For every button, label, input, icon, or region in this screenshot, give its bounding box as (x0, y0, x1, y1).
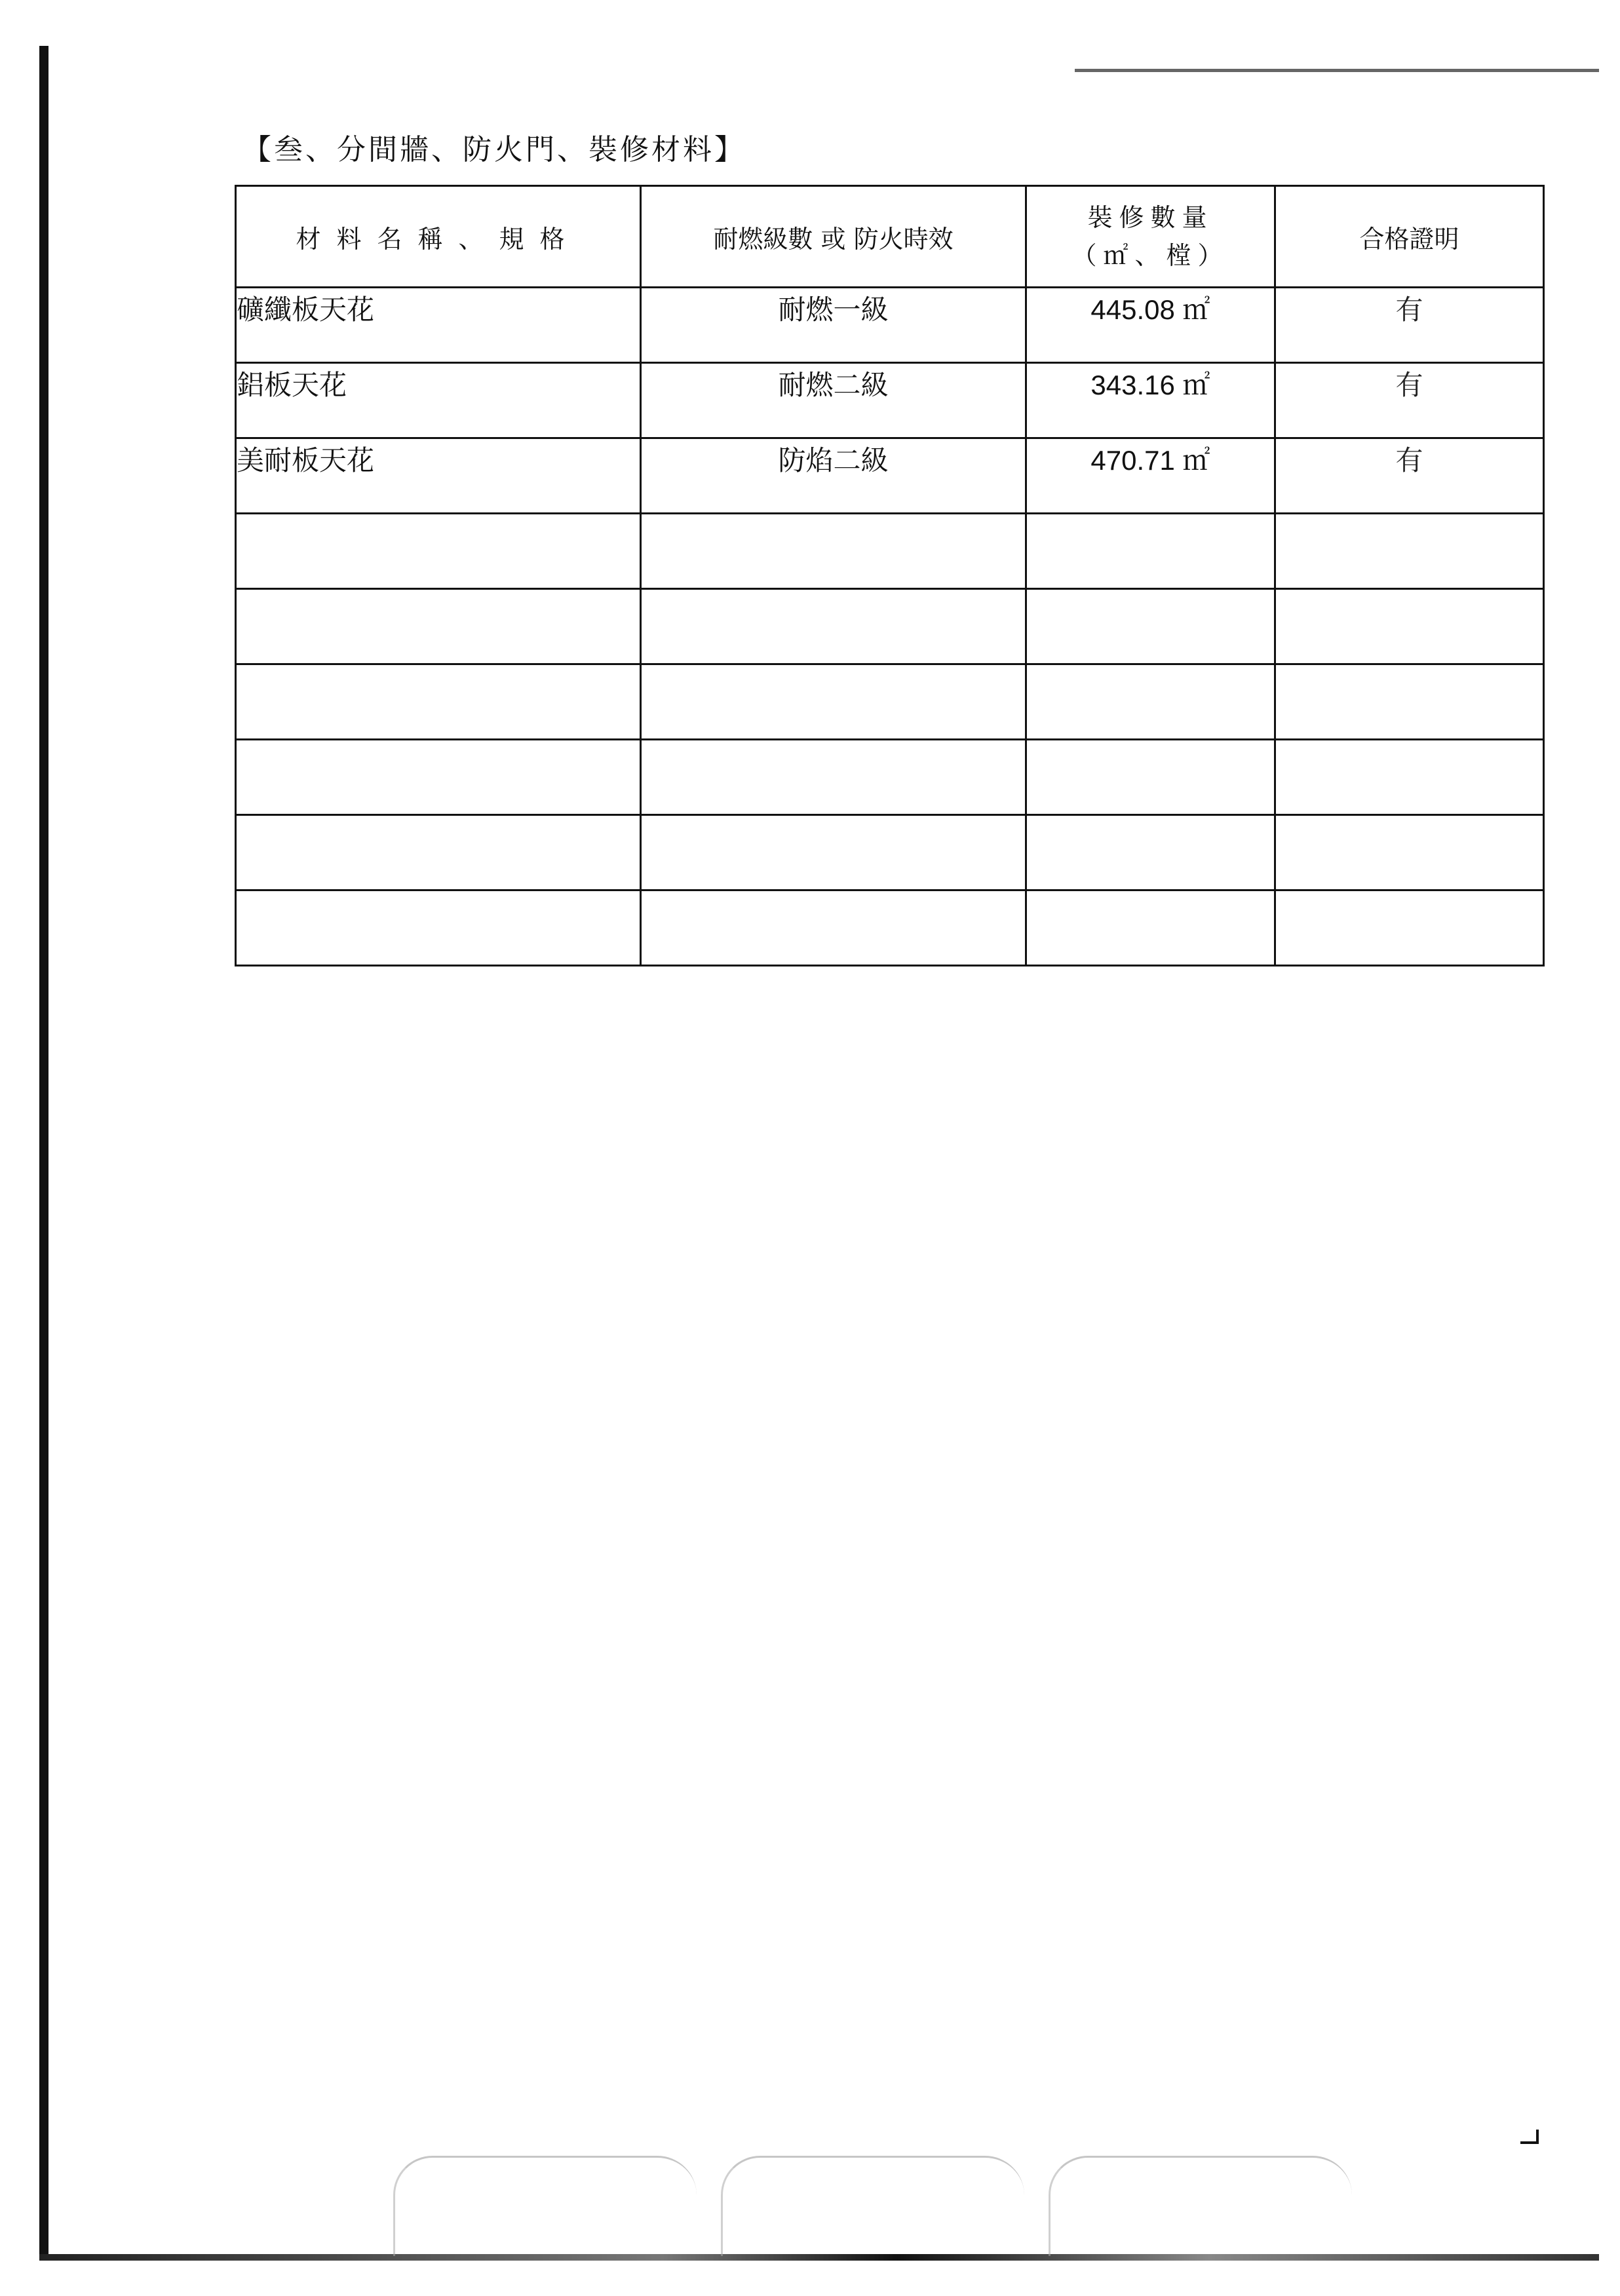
cell-rating (641, 815, 1026, 890)
header-certificate: 合格證明 (1275, 186, 1544, 288)
materials-table (235, 185, 1545, 966)
header-quantity-label: 裝修數量 (1087, 203, 1214, 232)
cell-material-name: 鋁板天花 (236, 363, 641, 438)
corner-mark (1520, 2130, 1539, 2144)
cell-rating: 耐燃一級 (641, 288, 1026, 363)
cell-material-name (236, 740, 641, 815)
cell-material-name: 礦纖板天花 (236, 288, 641, 363)
scan-binding-edge (39, 46, 48, 2261)
cell-certificate (1275, 589, 1544, 664)
cell-quantity (1026, 890, 1275, 966)
cell-rating (641, 740, 1026, 815)
cell-material-name (236, 514, 641, 589)
cell-quantity (1026, 514, 1275, 589)
cell-quantity: 343.16 ㎡ (1026, 363, 1275, 438)
cell-rating (641, 589, 1026, 664)
cell-quantity (1026, 589, 1275, 664)
section-title: 【叁、分間牆、防火門、裝修材料】 (242, 133, 746, 166)
cell-quantity (1026, 740, 1275, 815)
cell-certificate (1275, 514, 1544, 589)
cell-certificate (1275, 664, 1544, 740)
cell-material-name (236, 815, 641, 890)
stamp-mark (1049, 2156, 1352, 2256)
table-row (236, 815, 1544, 890)
cell-rating (641, 664, 1026, 740)
cell-quantity: 470.71 ㎡ (1026, 438, 1275, 514)
cell-certificate: 有 (1275, 438, 1544, 514)
cell-rating (641, 890, 1026, 966)
stamp-mark (721, 2156, 1024, 2256)
header-quantity-unit: （㎡、樘） (1071, 241, 1229, 270)
cell-material-name (236, 890, 641, 966)
cell-quantity (1026, 815, 1275, 890)
cell-material-name: 美耐板天花 (236, 438, 641, 514)
cell-rating: 耐燃二級 (641, 363, 1026, 438)
cell-certificate (1275, 890, 1544, 966)
stamp-mark (393, 2156, 697, 2256)
header-rating: 耐燃級數 或 防火時效 (641, 186, 1026, 288)
cell-material-name (236, 589, 641, 664)
table-row (236, 890, 1544, 966)
cell-certificate (1275, 815, 1544, 890)
cell-certificate (1275, 740, 1544, 815)
header-quantity (1026, 186, 1275, 288)
table-row (236, 664, 1544, 740)
cell-certificate: 有 (1275, 363, 1544, 438)
table-row (236, 288, 1544, 363)
table-header-row (236, 186, 1544, 288)
cell-material-name (236, 664, 641, 740)
cell-rating (641, 514, 1026, 589)
table-row (236, 363, 1544, 438)
cell-certificate: 有 (1275, 288, 1544, 363)
scan-top-edge (1075, 69, 1599, 72)
cell-rating: 防焰二級 (641, 438, 1026, 514)
table-row (236, 438, 1544, 514)
header-material-name: 材料名稱、規格 (236, 186, 641, 288)
table-row (236, 514, 1544, 589)
cell-quantity (1026, 664, 1275, 740)
cell-quantity: 445.08 ㎡ (1026, 288, 1275, 363)
table-row (236, 740, 1544, 815)
table-row (236, 589, 1544, 664)
